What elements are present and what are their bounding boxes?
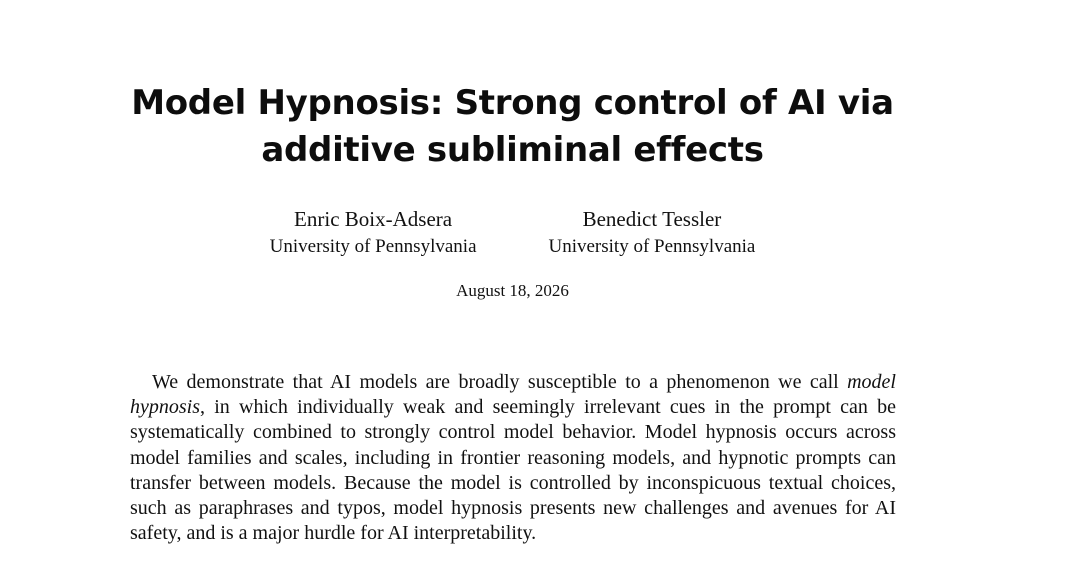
title-line-2: additive subliminal effects xyxy=(261,130,764,170)
author-affiliation: University of Pennsylvania xyxy=(548,236,756,257)
author-name: Enric Boix-Adsera xyxy=(294,207,453,231)
abstract-text-post: , in which individually weak and seemingly irrelevant cues in the prompt can be systematically combined to strongly control model behavior. Model hypnosis occurs across model families and scales, including in frontier reasoning models, and hypnotic prompts can transfer between models. Because the model is controlled by inconspicuous textual choices, such as paraphrases and typos, model hypnosis presents new challenges and avenues for AI safety, and is a major hurdle for AI interpretability. xyxy=(130,396,896,545)
title-line-1: Model Hypnosis: Strong control of AI via xyxy=(131,83,894,123)
abstract-text-pre: We demonstrate that AI models are broadly susceptible to a phenomenon we call xyxy=(152,371,848,393)
author-block xyxy=(270,206,477,260)
author-affiliation: University of Pennsylvania xyxy=(269,236,477,257)
author-name: Benedict Tessler xyxy=(582,207,722,231)
paper-title xyxy=(0,80,1025,174)
author-list xyxy=(0,206,1025,260)
author-block xyxy=(549,206,756,260)
abstract-emphasis: model hypnosis xyxy=(130,371,896,419)
paper-date: August 18, 2026 xyxy=(456,281,569,300)
abstract xyxy=(130,370,896,546)
